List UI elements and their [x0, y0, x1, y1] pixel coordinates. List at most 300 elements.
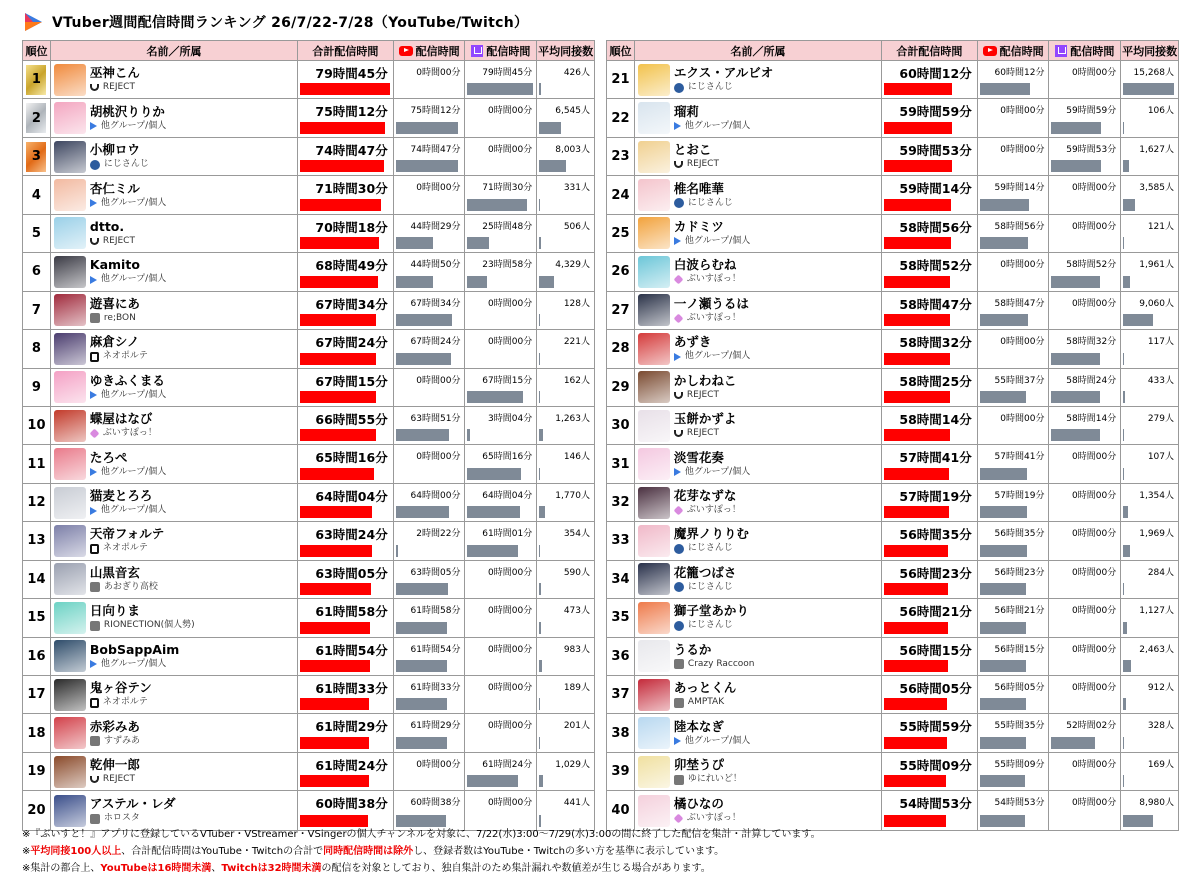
youtube-time-cell	[978, 753, 1050, 790]
avatar	[638, 333, 670, 365]
affiliation-label: にじさんじ	[687, 197, 733, 208]
youtube-time-value: 44時間29分	[410, 221, 461, 232]
name-cell	[635, 330, 882, 367]
name-block	[90, 642, 179, 671]
name-cell	[51, 407, 298, 444]
name-cell	[51, 138, 298, 175]
rank-cell: 22	[607, 99, 635, 136]
avg-viewers-value: 284人	[1147, 567, 1174, 578]
youtube-time-bar	[396, 506, 449, 518]
twitch-time-cell	[465, 638, 537, 675]
note-highlight: 同時配信時間は除外	[323, 846, 414, 857]
affiliation-u-icon	[90, 84, 99, 91]
affiliation-diamond-icon	[673, 814, 683, 824]
twitch-time-value: 0時間00分	[488, 606, 533, 617]
name-block	[90, 488, 166, 517]
twitch-time-cell	[1049, 522, 1121, 559]
total-time-bar	[300, 391, 376, 403]
avatar	[54, 525, 86, 557]
twitch-time-bar	[467, 775, 518, 787]
youtube-time-bar	[980, 660, 1027, 672]
youtube-time-value: 0時間00分	[416, 452, 461, 463]
total-time-value: 79時間45分	[315, 66, 388, 81]
twitch-time-bar	[467, 391, 523, 403]
avg-viewers-cell	[537, 369, 594, 406]
vtuber-name: 椎名唯華	[673, 180, 724, 196]
youtube-time-bar	[396, 545, 398, 557]
avatar	[54, 602, 86, 634]
avg-viewers-bar	[1123, 545, 1130, 557]
twitch-time-cell	[1049, 292, 1121, 329]
avg-viewers-bar	[539, 276, 553, 288]
affiliation-label: 他グループ/個人	[100, 274, 167, 285]
avg-viewers-value: 279人	[1147, 413, 1174, 424]
avg-viewers-value: 117人	[1147, 337, 1174, 348]
avg-viewers-value: 983人	[563, 644, 590, 655]
youtube-time-value: 63時間05分	[410, 567, 461, 578]
table-row	[23, 714, 594, 752]
vtuber-name: 鬼ヶ谷テン	[89, 680, 152, 696]
total-time-bar	[884, 506, 949, 518]
avg-viewers-bar	[1123, 737, 1124, 749]
rank-cell: 30	[607, 407, 635, 444]
rank-cell: 6	[23, 253, 51, 290]
avg-viewers-value: 1,961人	[1139, 260, 1174, 271]
vtuber-name: 淡雪花奏	[673, 449, 724, 465]
twitch-time-value: 71時間30分	[482, 183, 533, 194]
total-time-bar	[884, 468, 949, 480]
total-time-cell	[298, 292, 394, 329]
youtube-time-cell	[978, 714, 1050, 751]
total-time-bar	[884, 775, 946, 787]
total-time-bar	[884, 737, 947, 749]
youtube-time-cell	[394, 292, 466, 329]
avg-viewers-value: 354人	[563, 529, 590, 540]
total-time-value: 56時間35分	[899, 527, 972, 543]
rank-cell: 34	[607, 561, 635, 598]
avatar	[54, 756, 86, 788]
affiliation	[674, 812, 741, 825]
name-block	[90, 719, 140, 748]
youtube-time-cell	[394, 330, 466, 367]
table-row	[607, 176, 1178, 214]
youtube-time-value: 57時間19分	[994, 490, 1045, 501]
affiliation-plain-icon	[90, 582, 100, 592]
youtube-time-value: 0時間00分	[416, 183, 461, 194]
total-time-cell	[882, 407, 978, 444]
avatar	[638, 679, 670, 711]
youtube-icon	[983, 46, 997, 56]
rank-cell: 18	[23, 714, 51, 751]
affiliation	[674, 581, 737, 594]
rank-cell: 39	[607, 753, 635, 790]
affiliation-plain-icon	[674, 775, 684, 785]
name-block	[90, 565, 158, 594]
name-block	[90, 603, 195, 632]
avg-viewers-cell	[1121, 791, 1178, 829]
twitch-time-value: 61時間01分	[482, 529, 533, 540]
twitch-time-value: 0時間00分	[488, 106, 533, 117]
avatar	[54, 102, 86, 134]
header-total: 合計配信時間	[882, 41, 978, 60]
total-time-bar	[300, 353, 376, 365]
twitch-time-cell	[465, 753, 537, 790]
avg-viewers-bar	[1123, 276, 1130, 288]
youtube-time-value: 55時間37分	[994, 375, 1045, 386]
avg-viewers-value: 1,127人	[1139, 606, 1174, 617]
rank-cell: 7	[23, 292, 51, 329]
youtube-time-bar	[980, 314, 1029, 326]
youtube-time-cell	[394, 561, 466, 598]
avatar	[638, 448, 670, 480]
avg-viewers-bar	[1123, 237, 1124, 249]
avatar	[54, 679, 86, 711]
avg-viewers-bar	[1123, 468, 1124, 480]
avg-viewers-cell	[1121, 599, 1178, 636]
youtube-time-bar	[980, 506, 1027, 518]
name-block	[674, 219, 750, 248]
vtuber-name: 一ノ瀬うるは	[673, 295, 749, 311]
avg-viewers-value: 15,268人	[1133, 68, 1174, 78]
twitch-time-cell	[465, 791, 537, 829]
affiliation-label: にじさんじ	[687, 620, 733, 631]
avg-viewers-cell	[1121, 292, 1178, 329]
name-block	[90, 257, 166, 286]
table-body	[607, 61, 1178, 830]
twitch-time-cell	[465, 676, 537, 713]
vtuber-name: 赤彩みあ	[89, 718, 140, 734]
affiliation-triangle-icon	[90, 468, 97, 476]
twitch-time-value: 64時間04分	[482, 490, 533, 501]
affiliation-label: 他グループ/個人	[100, 466, 167, 477]
avatar	[638, 563, 670, 595]
rank-badge: 2	[26, 103, 46, 133]
vtuber-name: 日向りま	[89, 603, 140, 619]
youtube-time-bar	[980, 775, 1026, 787]
rank-cell: 8	[23, 330, 51, 367]
total-time-value: 60時間12分	[899, 66, 972, 81]
twitch-time-cell	[1049, 407, 1121, 444]
twitch-time-value: 0時間00分	[1072, 490, 1117, 501]
affiliation-circle-icon	[674, 544, 684, 554]
avatar	[638, 525, 670, 557]
avg-viewers-bar	[539, 122, 561, 134]
total-time-cell	[882, 138, 978, 175]
total-time-value: 56時間15分	[899, 642, 972, 658]
rank-cell: 29	[607, 369, 635, 406]
affiliation	[674, 466, 750, 479]
total-time-value: 58時間14分	[899, 411, 972, 427]
total-time-cell	[882, 484, 978, 521]
affiliation-plain-icon	[90, 313, 100, 323]
avg-viewers-bar	[539, 660, 542, 672]
twitch-time-bar	[467, 199, 526, 211]
twitch-time-bar	[467, 545, 517, 557]
affiliation-u-icon	[674, 430, 683, 437]
total-time-cell	[882, 522, 978, 559]
note-text: ※	[22, 846, 31, 857]
header-youtube-label: 配信時間	[415, 44, 460, 58]
affiliation-label: にじさんじ	[687, 543, 733, 554]
youtube-time-value: 2時間22分	[416, 529, 461, 540]
vtuber-name: たろぺ	[89, 449, 128, 465]
table-row	[607, 638, 1178, 676]
total-time-bar	[300, 775, 369, 787]
name-cell	[635, 61, 882, 98]
affiliation	[90, 542, 164, 555]
avg-viewers-cell	[1121, 138, 1178, 175]
total-time-value: 61時間29分	[315, 719, 388, 735]
twitch-time-value: 0時間00分	[488, 337, 533, 348]
avg-viewers-cell	[1121, 676, 1178, 713]
avatar	[638, 217, 670, 249]
total-time-cell	[298, 445, 394, 482]
avg-viewers-cell	[1121, 407, 1178, 444]
youtube-time-value: 54時間53分	[994, 798, 1045, 809]
avatar	[638, 294, 670, 326]
youtube-time-cell	[394, 176, 466, 213]
vtuber-name: 獅子堂あかり	[673, 603, 749, 619]
name-cell	[635, 176, 882, 213]
vtuber-name: 巫神こん	[89, 65, 140, 81]
affiliation-triangle-icon	[90, 507, 97, 515]
affiliation-triangle-icon	[90, 199, 97, 207]
name-block	[90, 796, 176, 825]
total-time-value: 61時間33分	[315, 681, 388, 696]
twitch-time-bar	[1051, 276, 1100, 288]
avg-viewers-cell	[537, 61, 594, 98]
table-row	[23, 753, 594, 791]
affiliation	[674, 773, 742, 786]
vtuber-name: あずき	[673, 334, 712, 350]
total-time-cell	[298, 330, 394, 367]
total-time-bar	[300, 583, 371, 595]
avg-viewers-cell	[537, 445, 594, 482]
vtuber-name: うるか	[673, 641, 712, 657]
table-row	[607, 753, 1178, 791]
youtube-time-value: 0時間00分	[1000, 413, 1045, 424]
header-avg: 平均同接数	[1122, 44, 1178, 58]
youtube-time-cell	[978, 138, 1050, 175]
affiliation-label: REJECT	[102, 82, 135, 93]
table-row	[23, 407, 594, 445]
avg-viewers-value: 8,980人	[1139, 798, 1174, 809]
name-cell	[635, 369, 882, 406]
affiliation-label: re;BON	[103, 312, 136, 323]
affiliation-label: ネオポルテ	[102, 543, 148, 554]
avg-viewers-cell	[1121, 714, 1178, 751]
youtube-time-value: 0時間00分	[416, 759, 461, 770]
header-twitch	[465, 41, 537, 60]
rank-cell: 38	[607, 714, 635, 751]
affiliation	[674, 120, 750, 133]
twitch-time-cell	[1049, 561, 1121, 598]
affiliation-diamond-icon	[89, 429, 99, 439]
avg-viewers-bar	[539, 468, 540, 480]
affiliation	[674, 658, 755, 671]
youtube-time-cell	[394, 753, 466, 790]
table-row	[23, 215, 594, 253]
affiliation	[674, 542, 749, 555]
avg-viewers-value: 433人	[1147, 375, 1174, 386]
affiliation-label: REJECT	[102, 774, 135, 785]
youtube-time-value: 67時間34分	[410, 298, 461, 309]
avg-viewers-value: 331人	[563, 183, 590, 194]
affiliation-square-icon	[90, 698, 99, 708]
twitch-time-cell	[465, 522, 537, 559]
total-time-value: 61時間24分	[315, 757, 388, 773]
table-header	[23, 41, 594, 61]
ranking-table-left	[22, 40, 595, 831]
total-time-value: 70時間18分	[315, 219, 388, 235]
youtube-time-value: 74時間47分	[410, 144, 461, 155]
total-time-cell	[882, 369, 978, 406]
affiliation	[90, 235, 135, 248]
twitch-time-value: 0時間00分	[1072, 298, 1117, 309]
affiliation-circle-icon	[674, 621, 684, 631]
table-row	[23, 330, 594, 368]
name-block	[90, 334, 148, 363]
avg-viewers-value: 221人	[563, 337, 590, 348]
rank-cell: 28	[607, 330, 635, 367]
total-time-cell	[882, 253, 978, 290]
vtuber-name: カドミツ	[673, 218, 724, 234]
rank-badge: 3	[26, 142, 46, 172]
youtube-time-value: 0時間00分	[416, 68, 461, 78]
youtube-time-cell	[978, 791, 1050, 829]
twitch-time-cell	[1049, 638, 1121, 675]
total-time-bar	[884, 199, 951, 211]
avatar	[54, 795, 86, 827]
header-youtube	[978, 41, 1050, 60]
youtube-time-bar	[980, 83, 1030, 95]
total-time-bar	[300, 506, 372, 518]
youtube-time-cell	[394, 445, 466, 482]
twitch-time-value: 59時間59分	[1066, 106, 1117, 117]
avatar	[54, 64, 86, 96]
youtube-time-bar	[980, 737, 1026, 749]
total-time-value: 58時間47分	[899, 296, 972, 312]
name-cell	[51, 292, 298, 329]
youtube-time-cell	[978, 522, 1050, 559]
twitch-time-cell	[465, 61, 537, 98]
twitch-time-value: 0時間00分	[488, 144, 533, 155]
affiliation-circle-icon	[674, 83, 684, 93]
total-time-cell	[298, 253, 394, 290]
avg-viewers-value: 6,545人	[555, 106, 590, 117]
name-block	[90, 526, 164, 555]
note-line-3	[22, 860, 821, 877]
affiliation-triangle-icon	[674, 468, 681, 476]
affiliation	[674, 427, 737, 440]
twitch-time-value: 65時間16分	[482, 452, 533, 463]
rank-cell: 36	[607, 638, 635, 675]
twitch-time-cell	[465, 138, 537, 175]
twitch-time-cell	[1049, 138, 1121, 175]
youtube-time-cell	[978, 484, 1050, 521]
total-time-value: 55時間09分	[899, 757, 972, 773]
twitch-time-bar	[1051, 737, 1094, 749]
youtube-time-cell	[394, 791, 466, 829]
rank-cell: 25	[607, 215, 635, 252]
twitch-time-bar	[467, 276, 487, 288]
youtube-time-value: 0時間00分	[1000, 337, 1045, 348]
avg-viewers-cell	[537, 407, 594, 444]
twitch-time-value: 0時間00分	[488, 683, 533, 693]
avg-viewers-value: 1,770人	[555, 490, 590, 501]
name-block	[674, 642, 755, 671]
avatar	[54, 217, 86, 249]
avg-viewers-bar	[539, 698, 540, 710]
affiliation-label: にじさんじ	[687, 82, 733, 93]
youtube-time-cell	[978, 176, 1050, 213]
affiliation	[674, 158, 719, 171]
affiliation-triangle-icon	[90, 276, 97, 284]
twitch-time-cell	[465, 561, 537, 598]
youtube-time-bar	[396, 237, 433, 249]
youtube-time-bar	[396, 815, 446, 827]
affiliation	[674, 389, 737, 402]
youtube-time-cell	[394, 61, 466, 98]
name-cell	[635, 599, 882, 636]
youtube-time-cell	[978, 599, 1050, 636]
affiliation-label: 他グループ/個人	[684, 120, 751, 131]
name-cell	[51, 484, 298, 521]
name-cell	[51, 330, 298, 367]
youtube-time-cell	[394, 99, 466, 136]
header-rank: 順位	[23, 41, 51, 60]
youtube-time-value: 0時間00分	[1000, 144, 1045, 155]
youtube-time-cell	[394, 215, 466, 252]
total-time-bar	[884, 815, 946, 827]
affiliation-triangle-icon	[90, 122, 97, 130]
total-time-bar	[300, 314, 376, 326]
twitch-time-cell	[1049, 99, 1121, 136]
table-row	[23, 638, 594, 676]
vtuber-name: 蝶屋はなび	[89, 411, 153, 427]
avg-viewers-cell	[537, 522, 594, 559]
name-cell	[51, 522, 298, 559]
twitch-time-value: 58時間32分	[1066, 337, 1117, 348]
avg-viewers-bar	[1123, 314, 1153, 326]
avg-viewers-bar	[1123, 506, 1128, 518]
affiliation-label: REJECT	[686, 159, 719, 170]
avg-viewers-cell	[1121, 522, 1178, 559]
name-block	[90, 142, 149, 171]
affiliation-triangle-icon	[90, 660, 97, 668]
name-cell	[635, 99, 882, 136]
total-time-bar	[884, 583, 948, 595]
name-block	[90, 296, 140, 325]
avg-viewers-bar	[1123, 429, 1124, 441]
table-row	[607, 407, 1178, 445]
name-cell	[51, 215, 298, 252]
vtuber-name: 橘ひなの	[673, 796, 724, 812]
youtube-time-bar	[396, 583, 448, 595]
twitch-time-cell	[465, 215, 537, 252]
footnotes	[22, 826, 821, 877]
total-time-value: 54時間53分	[899, 796, 972, 812]
affiliation-label: にじさんじ	[687, 581, 733, 592]
total-time-cell	[882, 753, 978, 790]
twitch-time-bar	[467, 506, 520, 518]
affiliation-u-icon	[90, 776, 99, 783]
twitch-time-value: 0時間00分	[1072, 798, 1117, 809]
affiliation	[90, 197, 166, 210]
header-name: 名前／所属	[635, 41, 882, 60]
youtube-time-cell	[394, 253, 466, 290]
name-block	[90, 104, 166, 133]
